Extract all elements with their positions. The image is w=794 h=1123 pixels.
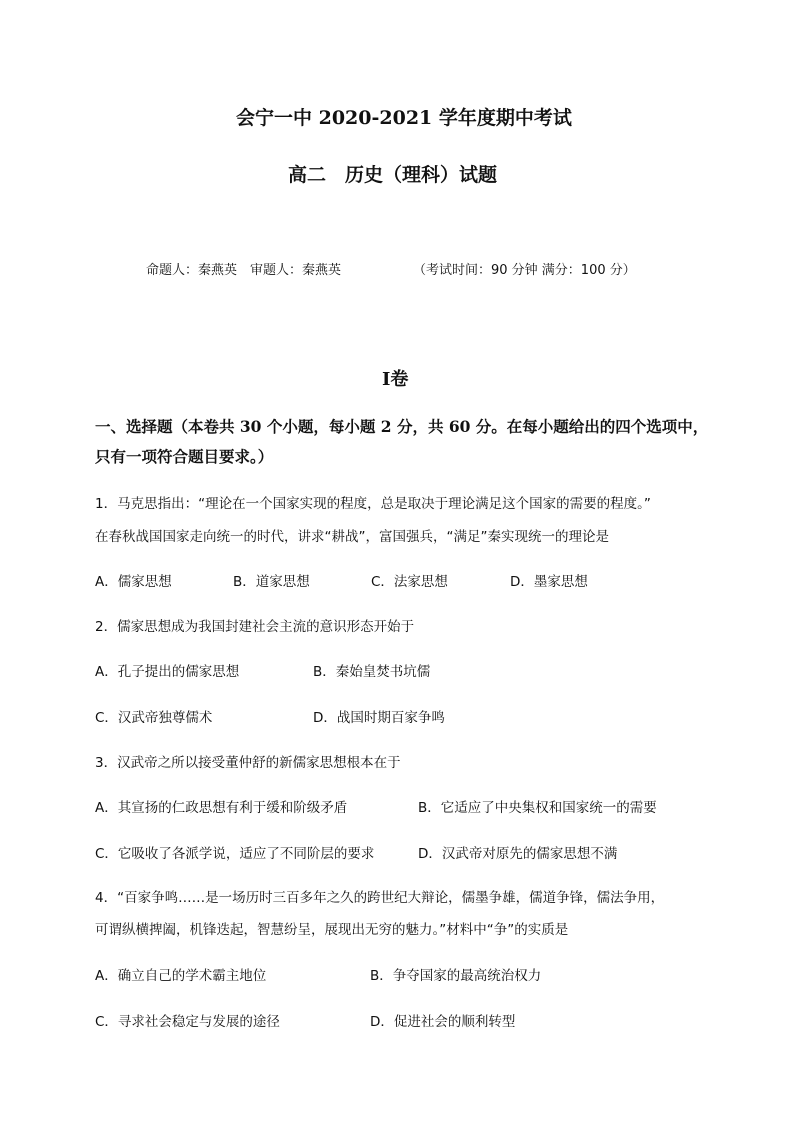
exam-info: （考试时间：90 分钟 满分：100 分） xyxy=(413,263,636,278)
question-2-option-c: C．汉武帝独尊儒术 xyxy=(95,710,213,726)
question-3-option-d: D．汉武帝对原先的儒家思想不满 xyxy=(418,846,618,862)
question-3-option-b: B．它适应了中央集权和国家统一的需要 xyxy=(418,800,657,816)
exam-subtitle: 高二 历史（理科）试题 xyxy=(288,164,498,186)
question-3-option-a: A．其宣扬的仁政思想有利于缓和阶级矛盾 xyxy=(95,800,348,816)
author-info: 命题人：秦燕英 审题人：秦燕英 xyxy=(146,263,342,278)
question-1-option-d: D．墨家思想 xyxy=(510,574,588,590)
section-heading-line2: 只有一项符合题目要求。） xyxy=(95,447,274,466)
question-1-option-b: B．道家思想 xyxy=(233,574,310,590)
question-1-option-a: A．儒家思想 xyxy=(95,574,172,590)
question-3-option-c: C．它吸收了各派学说，适应了不同阶层的要求 xyxy=(95,846,375,862)
question-4-stem-line2: 可谓纵横捭阖，机锋迭起，智慧纷呈，展现出无穷的魅力。”材料中“争”的实质是 xyxy=(95,922,569,938)
exam-title: 会宁一中 2020-2021 学年度期中考试 xyxy=(236,107,572,129)
question-4-option-d: D．促进社会的顺利转型 xyxy=(370,1014,516,1030)
question-1-stem-line2: 在春秋战国国家走向统一的时代，讲求“耕战”，富国强兵，“满足”秦实现统一的理论是 xyxy=(95,529,609,545)
question-2-option-d: D．战国时期百家争鸣 xyxy=(313,710,445,726)
volume-label: Ⅰ卷 xyxy=(382,369,409,390)
question-1-stem-line1: 1．马克思指出：“理论在一个国家实现的程度，总是取决于理论满足这个国家的需要的程度。” xyxy=(95,496,651,512)
question-3-stem: 3．汉武帝之所以接受董仲舒的新儒家思想根本在于 xyxy=(95,755,401,771)
section-heading-line1: 一、选择题（本卷共 30 个小题，每小题 2 分，共 60 分。在每小题给出的四个选项中， xyxy=(95,417,709,436)
question-4-option-b: B．争夺国家的最高统治权力 xyxy=(370,968,542,984)
question-2-option-a: A．孔子提出的儒家思想 xyxy=(95,664,240,680)
question-2-option-b: B．秦始皇焚书坑儒 xyxy=(313,664,431,680)
question-4-stem-line1: 4．“百家争鸣……是一场历时三百多年之久的跨世纪大辩论，儒墨争雄，儒道争锋，儒法争用， xyxy=(95,890,665,906)
question-2-stem: 2．儒家思想成为我国封建社会主流的意识形态开始于 xyxy=(95,619,415,635)
question-4-option-a: A．确立自己的学术霸主地位 xyxy=(95,968,267,984)
question-1-option-c: C．法家思想 xyxy=(371,574,448,590)
question-4-option-c: C．寻求社会稳定与发展的途径 xyxy=(95,1014,280,1030)
